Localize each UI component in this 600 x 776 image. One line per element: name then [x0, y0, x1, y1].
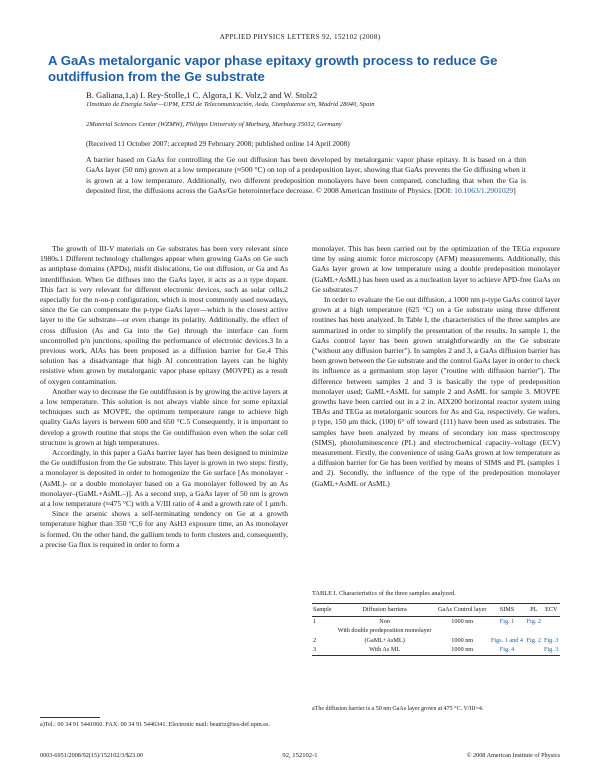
table-cell	[435, 626, 489, 636]
table-header: ECV	[543, 604, 561, 617]
table-cell: 2	[313, 636, 317, 644]
figure-link[interactable]: Fig. 4	[499, 646, 515, 654]
paragraph: Accordingly, in this paper a GaAs barrier layer has been designed to minimize the Ge outdiffusion from the Ge substrate. This layer is grown in two steps: firstly, a monolayer is deposited in order to homogenize the Ge surface [As monolayer -(AsML)- or a double monolayer based on a Ga monolayer followed by an As monolayer–(GaML+AsML–)]. As a second step, a GaAs layer of 50 nm is grown at a low temperature (≈475 °C) with a V/III ratio of 4 and a growth rate of 1 μm/h.	[40, 448, 288, 509]
table-cell	[543, 626, 561, 636]
samples-table	[312, 603, 560, 656]
table-header: PL	[525, 604, 542, 617]
affiliation-2: 2Material Sciences Center (WZMW), Philipps University of Marburg, Marburg 35032, Germany	[86, 121, 342, 128]
figure-link[interactable]	[525, 645, 542, 655]
figure-link[interactable]: Fig. 3	[544, 646, 559, 654]
table-cell: 1	[313, 617, 317, 625]
paragraph: Since the arsenic shows a self-terminating tendency on Ge at a growth temperature higher than 350 °C,6 for any AsH3 exposure time, an As monolayer is formed. On the other hand, the gallium tends to form clusters and, consequently, a precise Ga flux is required in order to form a	[40, 509, 288, 549]
paragraph: In order to evaluate the Ge out diffusion, a 1000 nm p-type GaAs control layer grown at a high temperature (625 °C) on a Ge substrate using three different routines has been analyzed. In Table I, the characteristics of the three samples are summarized in order to simplify the presentation of the results. In sample 1, the GaAs control layer has been grown straightforwardly on the Ge substrate ("without any diffusion barrier"). In samples 2 and 3, a GaAs diffusion barrier has been grown between the Ge substrate and the control GaAs layer in order to check its influence as a germanium stop layer ("routine with diffusion barrier"). The difference between samples 2 and 3 is basically the type of predeposition monolayer used; GaML+AsML for sample 2 and AsML for sample 3. MOVPE growths have been carried out in a 2 in. AIX200 horizontal reactor system using TBAs and TEGa as metalorganic sources for As and Ga, respectively. Ge wafers, p type, 150 μm thick, (100) 6° off toward (111) have been used as substrates. The samples have been analyzed by means of secondary ion mass spectroscopy (SIMS), photoluminescence (PL) and electrochemical capacity–voltage (ECV) measurement. Firstly, the convenience of using GaAs grown at low temperature as a diffusion barrier for Ge has been verified by means of SIMS and PL (samples 1 and 2). Secondly, the influence of the type of the predeposition monolayer (GaML+AsML or AsML)	[312, 295, 560, 488]
paragraph: monolayer. This has been carried out by the optimization of the TEGa exposure time by using atomic force microscopy (AFM) measurements. Additionally, this GaAs layer grown at low temperature using a double predeposition monolayer (GaML+AsML) has been used as a nucleation layer to achieve APD-free GaAs on Ge substrates.7	[312, 244, 560, 294]
figure-link[interactable]: Fig. 1	[499, 617, 515, 625]
table-cell: 1000 nm	[451, 636, 474, 644]
affiliation-1: 1Instituto de Energía Solar—UPM, ETSI de Telecomunicación, Avda. Complutense s/n, Madrid 28040, Spain	[86, 101, 375, 108]
doi-link[interactable]: 10.1063/1.2901029	[454, 186, 514, 196]
table-cell: 3	[313, 646, 317, 654]
body-column-right	[312, 244, 560, 489]
table-row	[312, 636, 560, 646]
figure-link[interactable]	[543, 616, 561, 626]
received-dates: (Received 11 October 2007; accepted 29 February 2008; published online 14 April 2008)	[86, 139, 350, 148]
table-cell	[525, 626, 542, 636]
author-list: B. Galiana,1,a) I. Rey-Stolle,1 C. Algora,1 K. Volz,2 and W. Stolz2	[86, 90, 318, 100]
table-row	[312, 616, 560, 626]
table-header: SIMS	[489, 604, 525, 617]
table-footnote: aThe diffusion barrier is a 50 nm GaAs layer grown at 475 °C. V/III=4.	[312, 706, 484, 712]
table-row	[312, 626, 560, 636]
table-caption: TABLE I. Characteristics of the three samples analyzed.	[312, 590, 456, 597]
table-cell: With As ML	[369, 646, 401, 654]
footer-issn: 0003-6951/2008/92(15)/152102/3/$23.00	[40, 752, 143, 759]
table-header-row	[312, 604, 560, 617]
figure-link[interactable]: Fig. 2	[526, 617, 541, 625]
footer-copyright: © 2008 American Institute of Physics	[466, 752, 560, 759]
footnote: a)Tel.: 00 34 91 5441060. FAX: 00 34 91 5446341. Electronic mail: beatriz@ies-def.upm.es.	[40, 721, 270, 728]
table-header: Sample	[312, 604, 334, 617]
running-head: APPLIED PHYSICS LETTERS 92, 152102 (2008)	[219, 33, 381, 41]
table-cell	[312, 626, 334, 636]
paragraph: Another way to decrease the Ge outdiffusion is by growing the active layers at a low temperature. This solution is not always viable since for some epitaxial techniques such as MOVPE, the optimum temperature range to achieve high quality GaAs layers is between 600 and 650 °C.5 Consequently, it is important to develop a growth routine that stops the Ge outdiffusion even when the solar cell structure is grown at high temperatures.	[40, 386, 288, 447]
figure-link[interactable]: Figs. 1 and 4	[491, 636, 523, 644]
table-cell	[489, 626, 525, 636]
abstract	[86, 155, 526, 197]
paper-title: A GaAs metalorganic vapor phase epitaxy growth process to reduce Ge outdiffusion from the Ge substrate	[48, 53, 498, 84]
abstract-text: A barrier based on GaAs for controlling the Ge out diffusion has been developed by metalorganic vapor phase epitaxy. It is based on a thin GaAs layer (50 nm) grown at a low temperature (≈500 °C) on top of a predeposition layer, showing that GaAs prevents the Ge diffusing when it is grown at a low temperature. Additionally, two different predeposition monolayers have been compared, concluding that when the Ga is deposited first, the diffusions across the GaAs/Ge heterointerface decrease. © 2008 American Institute of Physics. [DOI:	[86, 155, 526, 196]
table-cell: With double predeposition monolayer	[337, 627, 432, 635]
figure-link[interactable]: Fig. 2	[526, 636, 541, 644]
table-cell: Non	[379, 617, 390, 625]
table-row	[312, 645, 560, 655]
figure-link[interactable]: Fig. 3	[544, 636, 559, 644]
table-cell: 1000 nm	[451, 617, 474, 625]
table-cell: 1000 nm	[451, 646, 474, 654]
body-column-left	[40, 244, 288, 550]
footnote-rule	[40, 717, 100, 718]
doi-close: ]	[513, 186, 516, 196]
table-header: Diffusion barriera	[334, 604, 436, 617]
table-cell: (GaML+AsML)	[364, 636, 405, 644]
paragraph: The growth of III-V materials on Ge substrates has been very relevant since 1980s.1 Different technology challenges appear when growing GaAs on Ge such as antiphase domains (APDs), misfit dislocations, Ge out diffusion, or Ga and As interdiffusion. When Ge diffuses into the GaAs layer, it acts as a n type dopant. This fact is very relevant for different electronic devices, such as solar cells,2 especially for the n-on-p configuration, which is most commonly used nowadays, since the Ge can compensate the p-type GaAs layer—which is the closest active layer to the Ge substrate—or even change its polarity. Additionally, the effect of cross diffusion (As and Ga into the Ge) through the interface can form uncontrolled p/n junctions, spoiling the performance of electronic devices.3 In a previous work, AlAs has been proposed as a diffusion barrier for Ge.4 This solution has a disadvantage that high Al concentration layers can be highly resistive when grown by metalorganic vapor phase epitaxy (MOVPE) as a result of oxygen contamination.	[40, 244, 288, 386]
table-header: GaAs Control layer	[435, 604, 489, 617]
footer-page: 92, 152102-1	[282, 752, 318, 759]
